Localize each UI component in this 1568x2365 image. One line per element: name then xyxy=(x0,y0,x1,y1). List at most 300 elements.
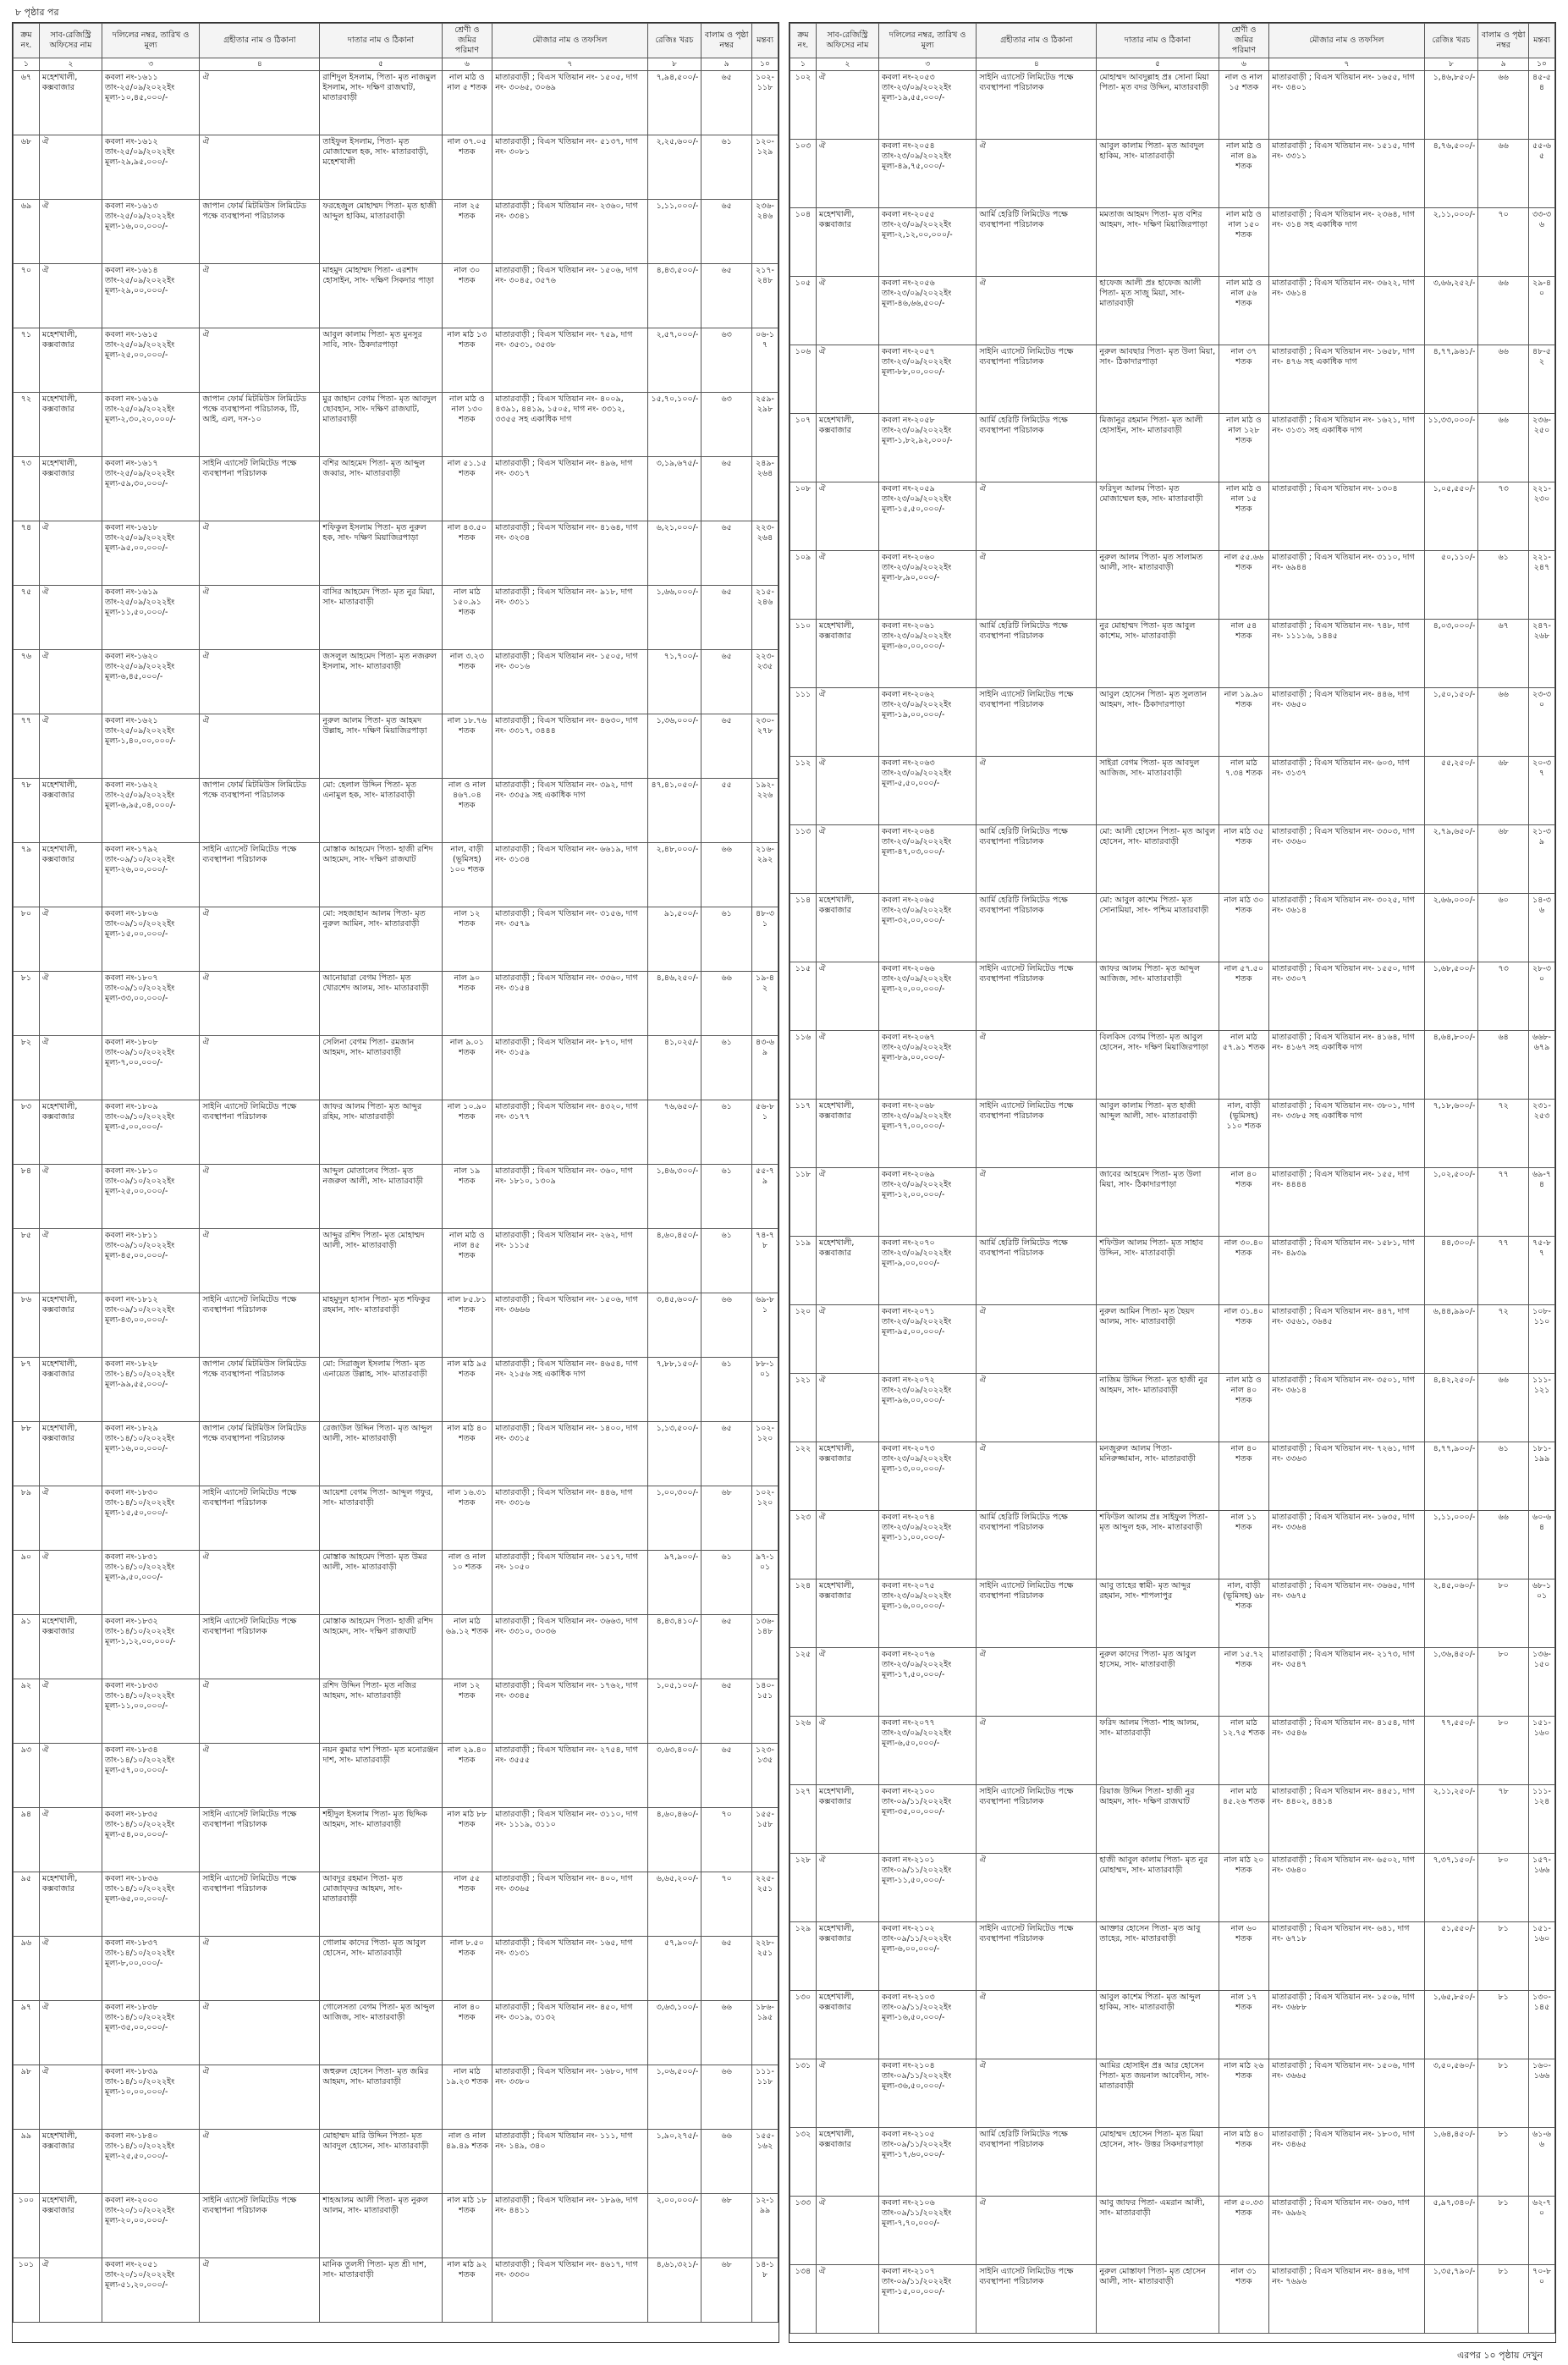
fee-cell: ১,৩৬,৪৫০/- xyxy=(1424,1648,1478,1717)
volume-cell: ৬৩ xyxy=(701,328,752,393)
mouza-cell: মাতারবাড়ী ; বিএস খতিয়ান নং- ১৫৫, দাগ নং- ৪৪৪৪ xyxy=(1269,1168,1424,1237)
office-cell: মহেশখালী, কক্সবাজার xyxy=(816,414,878,482)
grantee-cell: আর্মি হেরিটি লিমিটেড পক্ষে ব্যবস্থাপনা পরিচালক xyxy=(977,825,1097,894)
grantee-cell: সাইনি এ্যাসেট লিমিটেড পক্ষে ব্যবস্থাপনা পরিচালক xyxy=(200,1486,320,1551)
mouza-cell: মাতারবাড়ী ; বিএস খতিয়ান নং- ১৫০৫, দাগ নং- ৩০৬৫, ৩০৬৯ xyxy=(492,71,647,135)
volume-cell: ৮০ xyxy=(1478,1648,1529,1717)
page-cell: ১৪০-১৫১ xyxy=(752,1679,778,1744)
grantee-cell: সাইনি এ্যাসেট লিমিটেড পক্ষে ব্যবস্থাপনা পরিচালক xyxy=(200,843,320,907)
column-number: ১০ xyxy=(1529,58,1555,71)
table-row xyxy=(14,457,778,521)
deed-cell: কবলা নং-১৬২০ তাং-২৫/০৯/২০২২ইং মূল্য-৬,৪৫,০০০/- xyxy=(102,650,200,714)
grantee-cell: ঐ xyxy=(977,757,1097,825)
donor-cell: হাজী আবুল কালাম পিতা- মৃত নুর মোহাম্মদ, সাং- মাতারবাড়ী xyxy=(1097,1854,1219,1922)
volume-cell: ৬১ xyxy=(701,1100,752,1165)
volume-cell: ৬৫ xyxy=(701,264,752,328)
land-cell: নাল মাঠ ২০ শতক xyxy=(1219,1854,1269,1922)
donor-cell: আবুল হোসেন পিতা- মৃত সুলতান আহমদ, সাং- ঠিকাদারপাড়া xyxy=(1097,688,1219,757)
deed-cell: কবলা নং-২০৬৯ তাং-২৩/০৯/২০২২ইং মূল্য-১২,০০,০০০/- xyxy=(879,1168,977,1237)
land-cell: নাল মাঠ ১৩ শতক xyxy=(442,328,492,393)
mouza-cell: মাতারবাড়ী ; বিএস খতিয়ান নং- ১৫০৫, দাগ নং- ৩০১৬ xyxy=(492,650,647,714)
volume-cell: ৬৮ xyxy=(1478,757,1529,825)
serial-cell: ১০৫ xyxy=(790,277,817,345)
page-cell: ৬৯-৭৪ xyxy=(1529,1168,1555,1237)
page-cell: ৭০-৮০ xyxy=(1529,2265,1555,2334)
volume-cell: ৬৬ xyxy=(701,972,752,1036)
donor-cell: হাফেজ আলী প্রঃ হাফেজ আলী পিতা- মৃত সাজু মিয়া, সাং- মাতারবাড়ী xyxy=(1097,277,1219,345)
volume-cell: ৬৫ xyxy=(701,1744,752,1808)
land-cell: নাল ৮.৫০ শতক xyxy=(442,1937,492,2001)
fee-cell: ৪,৭৭,৯৬১/- xyxy=(1424,345,1478,414)
land-cell: নাল ৯০ শতক xyxy=(442,972,492,1036)
serial-cell: ৮৩ xyxy=(14,1100,40,1165)
page-cell: ১৯২-২২৬ xyxy=(752,779,778,843)
mouza-cell: মাতারবাড়ী ; বিএস খতিয়ান নং- ৩৩৬০, দাগ নং- ৩১৫৪ xyxy=(492,972,647,1036)
table-row xyxy=(14,1679,778,1744)
deed-cell: কবলা নং-১৮৩০ তাং-১৪/১০/২০২২ইং মূল্য-১৫,৫০,০০০/- xyxy=(102,1486,200,1551)
page-cell: ২১-৩৯ xyxy=(1529,825,1555,894)
volume-cell: ৬৬ xyxy=(1478,414,1529,482)
column-header: দলিলের নম্বর, তারিখ ও মূল্য xyxy=(879,24,977,58)
serial-cell: ১৩২ xyxy=(790,2128,817,2197)
column-number: ১ xyxy=(14,58,40,71)
deed-cell: কবলা নং-২০৭২ তাং-২৩/০৯/২০২২ইং মূল্য-৯৬,০০,০০০/- xyxy=(879,1374,977,1442)
fee-cell: ২,১১,২৫০/- xyxy=(1424,1785,1478,1854)
land-cell: নাল ৩৭ শতক xyxy=(1219,345,1269,414)
mouza-cell: মাতারবাড়ী ; বিএস খতিয়ান নং- ১৫০৬, দাগ নং- ৩০৪৫, ৩৫৭৬ xyxy=(492,264,647,328)
grantee-cell: ঐ xyxy=(200,714,320,779)
deed-cell: কবলা নং-১৬১৪ তাং-২৫/০৯/২০২২ইং মূল্য-২৯,০০,০০০/- xyxy=(102,264,200,328)
grantee-cell: জাপান ফোর্ম মিটমিউস লিমিটেড পক্ষে ব্যবস্থাপনা পরিচালক xyxy=(200,779,320,843)
volume-cell: ৬৫ xyxy=(701,521,752,586)
fee-cell: ৫০,১১০/- xyxy=(1424,551,1478,620)
column-header: শ্রেণী ও জমির পরিমাণ xyxy=(442,24,492,58)
grantee-cell: ঐ xyxy=(200,907,320,972)
table-row xyxy=(790,894,1555,962)
mouza-cell: মাতারবাড়ী ; বিএস খতিয়ান নং- ১৫০৬, দাগ নং- ৩৬৮৮ xyxy=(1269,1991,1424,2059)
grantee-cell: ঐ xyxy=(977,1648,1097,1717)
page-cell: ১৮১-১৯৯ xyxy=(1529,1442,1555,1511)
mouza-cell: মাতারবাড়ী ; বিএস খতিয়ান নং- ১৬৩৫, দাগ নং- ৩৩৬৪ xyxy=(1269,1511,1424,1579)
serial-cell: ১২৮ xyxy=(790,1854,817,1922)
deed-cell: কবলা নং-১৮১০ তাং-০৯/১০/২০২২ইং মূল্য-২৫,০০,০০০/- xyxy=(102,1165,200,1229)
grantee-cell: ঐ xyxy=(977,2059,1097,2128)
mouza-cell: মাতারবাড়ী ; বিএস খতিয়ান নং- ৪৬৫৪, দাগ নং- ২১৫৬ সহ একাধিক দাগ xyxy=(492,1358,647,1422)
office-cell: ঐ xyxy=(39,1808,102,1872)
donor-cell: আবুল কাশেম পিতা- মৃত আব্দুল হাকিম, সাং- মাতারবাড়ী xyxy=(1097,1991,1219,2059)
deed-cell: কবলা নং-১৮০৬ তাং-০৯/১০/২০২২ইং মূল্য-১৫,০০,০০০/- xyxy=(102,907,200,972)
page-cell: ৬০-৬৪ xyxy=(1529,1511,1555,1579)
table-row xyxy=(14,2258,778,2323)
fee-cell: ৪,৬৪,৮০০/- xyxy=(1424,1031,1478,1100)
land-cell: নাল মাঠ ৩৫ শতক xyxy=(1219,825,1269,894)
serial-cell: ১১৫ xyxy=(790,962,817,1031)
office-cell: মহেশখালী, কক্সবাজার xyxy=(816,1579,878,1648)
grantee-cell: সাইনি এ্যাসেট লিমিটেড পক্ষে ব্যবস্থাপনা পরিচালক xyxy=(200,1808,320,1872)
land-cell: নাল মাঠ ও নাল ৪৯ শতক xyxy=(1219,140,1269,208)
mouza-cell: মাতারবাড়ী ; বিএস খতিয়ান নং- ৩৮০১, দাগ নং- ৩৩৮৫ সহ একাধিক দাগ xyxy=(1269,1100,1424,1168)
serial-cell: ১০৩ xyxy=(790,140,817,208)
deed-cell: কবলা নং-১৮৩৭ তাং-১৪/১০/২০২২ইং মূল্য-৮,০০,০০০/- xyxy=(102,1937,200,2001)
deed-table-left xyxy=(12,22,779,2343)
land-cell: নাল ১২ শতক xyxy=(442,907,492,972)
deed-cell: কবলা নং-১৬১৮ তাং-২৫/০৯/২০২২ইং মূল্য-৯৫,০০,০০০/- xyxy=(102,521,200,586)
table-row xyxy=(790,277,1555,345)
table-row xyxy=(14,1036,778,1100)
grantee-cell: আর্মি হেরিটি লিমিটেড পক্ষে ব্যবস্থাপনা পরিচালক xyxy=(977,208,1097,277)
donor-cell: আবু জাফর পিতা- এমরান আলী, সাং- মাতারবাড়ী xyxy=(1097,2197,1219,2265)
fee-cell: ১,০৬,৫০০/- xyxy=(647,2065,701,2130)
office-cell: মহেশখালী, কক্সবাজার xyxy=(39,843,102,907)
page-cell: ১৫৭-১৬৬ xyxy=(1529,1854,1555,1922)
mouza-cell: মাতারবাড়ী ; বিএস খতিয়ান নং- ২৭৫৪, দাগ নং- ৩৫৫৫ xyxy=(492,1744,647,1808)
land-cell: নাল ও নাল ১০ শতক xyxy=(442,1551,492,1615)
land-cell: নাল ৫৭.৫০ শতক xyxy=(1219,962,1269,1031)
table-row xyxy=(14,393,778,457)
fee-cell: ৩,৫০,৫৬০/- xyxy=(1424,2059,1478,2128)
volume-cell: ৮০ xyxy=(1478,1854,1529,1922)
volume-cell: ৬৬ xyxy=(1478,140,1529,208)
land-cell: নাল ১২ শতক xyxy=(442,1679,492,1744)
serial-cell: ১১৮ xyxy=(790,1168,817,1237)
office-cell: ঐ xyxy=(816,345,878,414)
office-cell: ঐ xyxy=(816,1511,878,1579)
volume-cell: ৮১ xyxy=(1478,2059,1529,2128)
table-row xyxy=(14,1551,778,1615)
donor-cell: জাফর আলম পিতা- মৃত আব্দুল আজিজ, সাং- মাতারবাড়ী xyxy=(1097,962,1219,1031)
fee-cell: ৪,৪৩,৪১০/- xyxy=(647,1615,701,1679)
grantee-cell: সাইনি এ্যাসেট লিমিটেড পক্ষে ব্যবস্থাপনা পরিচালক xyxy=(977,71,1097,140)
grantee-cell: ঐ xyxy=(200,1551,320,1615)
table-row xyxy=(790,2059,1555,2128)
grantee-cell: ঐ xyxy=(200,1229,320,1293)
page-cell: ৪৮-৩১ xyxy=(752,907,778,972)
serial-cell: ৯৬ xyxy=(14,1937,40,2001)
table-row xyxy=(790,2197,1555,2265)
table-row xyxy=(14,1165,778,1229)
serial-cell: ৮৮ xyxy=(14,1422,40,1486)
land-cell: নাল মাঠ ৯৫ শতক xyxy=(442,1358,492,1422)
volume-cell: ৬৬ xyxy=(1478,1374,1529,1442)
donor-cell: বিলকিস বেগম পিতা- মৃত আবুল হোসেন, সাং- দক্ষিণ মিয়াজিরপাড়া xyxy=(1097,1031,1219,1100)
grantee-cell: ঐ xyxy=(200,1036,320,1100)
serial-cell: ১১৯ xyxy=(790,1237,817,1305)
serial-cell: ৮২ xyxy=(14,1036,40,1100)
grantee-cell: ঐ xyxy=(977,277,1097,345)
grantee-cell: ঐ xyxy=(977,482,1097,551)
page-cell: ২২৩-২৬৪ xyxy=(752,521,778,586)
deed-cell: কবলা নং-১৬১২ তাং-২৫/০৯/২০২২ইং মূল্য-২৯,৯৫,০০০/- xyxy=(102,135,200,200)
office-cell: ঐ xyxy=(39,200,102,264)
table-row xyxy=(790,825,1555,894)
grantee-cell: ঐ xyxy=(977,1305,1097,1374)
volume-cell: ৬৬ xyxy=(701,2065,752,2130)
donor-cell: মোস্তাক আহমেদ পিতা- মৃত উমর আলী, সাং- মাতারবাড়ী xyxy=(320,1551,442,1615)
office-cell: ঐ xyxy=(816,1648,878,1717)
serial-cell: ৯৭ xyxy=(14,2001,40,2065)
office-cell: মহেশখালী, কক্সবাজার xyxy=(816,1237,878,1305)
land-cell: নাল মাঠ ও নাল ১৫ শতক xyxy=(1219,482,1269,551)
grantee-cell: ঐ xyxy=(200,2001,320,2065)
volume-cell: ৬১ xyxy=(701,907,752,972)
land-cell: নাল ১০.৯০ শতক xyxy=(442,1100,492,1165)
page-cell: ২১৫-২৪৬ xyxy=(752,586,778,650)
column-number: ৭ xyxy=(492,58,647,71)
serial-cell: ১০০ xyxy=(14,2194,40,2258)
volume-cell: ৬১ xyxy=(701,1551,752,1615)
volume-cell: ৬৬ xyxy=(1478,277,1529,345)
mouza-cell: মাতারবাড়ী ; বিএস খতিয়ান নং- ১৪০০, দাগ নং- ৩৩১৫ xyxy=(492,1422,647,1486)
mouza-cell: মাতারবাড়ী ; বিএস খতিয়ান নং- ৩৫০১, দাগ নং- ৩৬১৪ xyxy=(1269,1374,1424,1442)
mouza-cell: মাতারবাড়ী ; বিএস খতিয়ান নং- ৪০০৯, ৪৩৯১, ৪৪১৯, ১৫০৫, দাগ নং- ৩৩১২, ৩৩৫৫ সহ একাধিক দাগ xyxy=(492,393,647,457)
office-cell: ঐ xyxy=(816,2197,878,2265)
mouza-cell: মাতারবাড়ী ; বিএস খতিয়ান নং- ১৫৮১, দাগ নং- ৪৯৩৯ xyxy=(1269,1237,1424,1305)
fee-cell: ১,৯০,২৭৫/- xyxy=(647,2130,701,2194)
table-row xyxy=(14,2065,778,2130)
column-number: ৬ xyxy=(442,58,492,71)
page-cell: ২৩০-২৭৮ xyxy=(752,714,778,779)
volume-cell: ৬৬ xyxy=(701,2130,752,2194)
fee-cell: ৭,৯৪,৫০০/- xyxy=(647,71,701,135)
donor-cell: আমির হোসাইন প্রঃ আর হোসেন পিতা- মৃত জয়নাল আবেদীন, সাং- মাতারবাড়ী xyxy=(1097,2059,1219,2128)
deed-cell: কবলা নং-১৮৩২ তাং-১৪/১০/২০২২ইং মূল্য-১,১২,০০,০০০/- xyxy=(102,1615,200,1679)
grantee-cell: আর্মি হেরিটি লিমিটেড পক্ষে ব্যবস্থাপনা পরিচালক xyxy=(977,894,1097,962)
volume-cell: ৬৫ xyxy=(701,200,752,264)
fee-cell: ৭,৩৭,১৫০/- xyxy=(1424,1854,1478,1922)
page-cell: ১৮৬-১৯৫ xyxy=(752,2001,778,2065)
grantee-cell: ঐ xyxy=(200,264,320,328)
office-cell: মহেশখালী, কক্সবাজার xyxy=(39,1872,102,1937)
office-cell: মহেশখালী, কক্সবাজার xyxy=(816,1785,878,1854)
donor-cell: মো: আবুল কাশেম পিতা- মৃত সোনামিয়া, সাং- পশ্চিম মাতারবাড়ী xyxy=(1097,894,1219,962)
land-cell: নাল ৫০.৩৩ শতক xyxy=(1219,2197,1269,2265)
land-cell: নাল ৩০.৪০ শতক xyxy=(1219,1237,1269,1305)
fee-cell: ১,৫০,১৫০/- xyxy=(1424,688,1478,757)
page-cell: ২২১-২৩০ xyxy=(1529,482,1555,551)
serial-cell: ৯৯ xyxy=(14,2130,40,2194)
mouza-cell: মাতারবাড়ী ; বিএস খতিয়ান নং- ১৬৫, দাগ নং- ৩১৩১ xyxy=(492,1937,647,2001)
volume-cell: ৮০ xyxy=(1478,1579,1529,1648)
deed-cell: কবলা নং-১৮০৭ তাং-০৯/১০/২০২২ইং মূল্য-৩৩,০০,০০০/- xyxy=(102,972,200,1036)
page-cell: ১২৩-১৩৫ xyxy=(752,1744,778,1808)
fee-cell: ১,৪৬,৮৫০/- xyxy=(1424,71,1478,140)
land-cell: নাল মাঠ ও নাল ১৩০ শতক xyxy=(442,393,492,457)
column-header: মৌজার নাম ও তফসিল xyxy=(492,24,647,58)
column-number-row xyxy=(14,58,778,71)
office-cell: ঐ xyxy=(816,962,878,1031)
table-row xyxy=(790,757,1555,825)
volume-cell: ৬৫ xyxy=(701,1679,752,1744)
mouza-cell: মাতারবাড়ী ; বিএস খতিয়ান নং- ৭২৬১, দাগ নং- ৩৩৬৩ xyxy=(1269,1442,1424,1511)
page-cell: ৬১-৬৬ xyxy=(1529,2128,1555,2197)
land-cell: নাল মাঠ ও নাল ৪০ শতক xyxy=(1219,1374,1269,1442)
serial-cell: ৭৭ xyxy=(14,714,40,779)
volume-cell: ৬৫ xyxy=(701,650,752,714)
mouza-cell: মাতারবাড়ী ; বিএস খতিয়ান নং- ৪৫০, দাগ নং- ৩০১৯, ৩১৩২ xyxy=(492,2001,647,2065)
fee-cell: ৪,৪২,২৫০/- xyxy=(1424,1374,1478,1442)
serial-cell: ৭৫ xyxy=(14,586,40,650)
mouza-cell: মাতারবাড়ী ; বিএস খতিয়ান নং- ১৭৬২, দাগ নং- ৩৩৪৫ xyxy=(492,1679,647,1744)
table-row xyxy=(14,972,778,1036)
fee-cell: ২,৬৬,০০০/- xyxy=(1424,894,1478,962)
land-cell: নাল ৪৩.৫০ শতক xyxy=(442,521,492,586)
table-row xyxy=(14,2130,778,2194)
deed-cell: কবলা নং-২০৫৫ তাং-২৩/০৯/২০২২ইং মূল্য-২,১২,০০,০০০/- xyxy=(879,208,977,277)
fee-cell: ৪,৬০,৪৬০/- xyxy=(647,1808,701,1872)
office-cell: মহেশখালী, কক্সবাজার xyxy=(816,620,878,688)
donor-cell: নুরুল আবছার পিতা- মৃত উলা মিয়া, সাং- ঠিকাদারপাড়া xyxy=(1097,345,1219,414)
deed-cell: কবলা নং-১৬২১ তাং-২৫/০৯/২০২২ইং মূল্য-১,৪০,০০,০০০/- xyxy=(102,714,200,779)
mouza-cell: মাতারবাড়ী ; বিএস খতিয়ান নং- ৩১৫৬, দাগ নং- ৩৫৭৯ xyxy=(492,907,647,972)
deed-cell: কবলা নং-২০৫৪ তাং-২৩/০৯/২০২২ইং মূল্য-৪৯,৭৫,০০০/- xyxy=(879,140,977,208)
serial-cell: ১০১ xyxy=(14,2258,40,2323)
table-row xyxy=(790,1442,1555,1511)
column-number: ১ xyxy=(790,58,817,71)
donor-cell: নুরুল আলম পিতা- মৃত আহমদ উল্লাহ, সাং- দক্ষিণ মিয়াজিরপাড়া xyxy=(320,714,442,779)
donor-cell: নুরুল কাদের পিতা- মৃত আবুল হাসেম, সাং- মাতারবাড়ী xyxy=(1097,1648,1219,1717)
donor-cell: রশিদ উদ্দিন পিতা- মৃত নজির আহমদ, সাং- মাতারবাড়ী xyxy=(320,1679,442,1744)
page-cell: ৪৩-৬৯ xyxy=(752,1036,778,1100)
land-cell: নাল মাঠ ৯২ শতক xyxy=(442,2258,492,2323)
volume-cell: ৬৪ xyxy=(1478,1031,1529,1100)
donor-cell: ফরিদুল আলম পিতা- মৃত মোজাম্মেল হক, সাং- মাতারবাড়ী xyxy=(1097,482,1219,551)
column-header: ক্রম নং. xyxy=(14,24,40,58)
serial-cell: ৮৪ xyxy=(14,1165,40,1229)
deed-cell: কবলা নং-২০৭৩ তাং-২৩/০৯/২০২২ইং মূল্য-১৩,০০,০০০/- xyxy=(879,1442,977,1511)
donor-cell: গোলাম কাদের পিতা- মৃত আবুল হোসেন, সাং- মাতারবাড়ী xyxy=(320,1937,442,2001)
land-cell: নাল মাঠ ৭.৩৪ শতক xyxy=(1219,757,1269,825)
column-number: ৫ xyxy=(320,58,442,71)
left-rows xyxy=(14,71,778,2323)
mouza-cell: মাতারবাড়ী ; বিএস খতিয়ান নং- ১৫১৭, দাগ নং- ১০৫০ xyxy=(492,1551,647,1615)
column-header: মন্তব্য xyxy=(752,24,778,58)
page-cell: ২৪৯-২৬৪ xyxy=(752,457,778,521)
column-header: গ্রহীতার নাম ও ঠিকানা xyxy=(977,24,1097,58)
land-cell: নাল মাঠ ১৯.২৩ শতক xyxy=(442,2065,492,2130)
land-cell: নাল মাঠ ৪৫.২৬ শতক xyxy=(1219,1785,1269,1854)
column-number: ২ xyxy=(816,58,878,71)
donor-cell: আবুল কালাম পিতা- মৃত হাজী আব্দুল আলী, সাং- মাতারবাড়ী xyxy=(1097,1100,1219,1168)
deed-cell: কবলা নং-২০৭০ তাং-২৩/০৯/২০২২ইং মূল্য-৯,০০,০০০/- xyxy=(879,1237,977,1305)
fee-cell: ৭৬,৬৫০/- xyxy=(647,1100,701,1165)
land-cell: নাল ৫৫.৬৬ শতক xyxy=(1219,551,1269,620)
donor-cell: শফিউল আলম প্রঃ সাইফুল পিতা- মৃত আব্দুল হক, সাং- মাতারবাড়ী xyxy=(1097,1511,1219,1579)
serial-cell: ১২৭ xyxy=(790,1785,817,1854)
office-cell: ঐ xyxy=(816,1031,878,1100)
deed-cell: কবলা নং-১৮২৯ তাং-১৪/১০/২০২২ইং মূল্য-১৬,০০,০০০/- xyxy=(102,1422,200,1486)
office-cell: ঐ xyxy=(816,825,878,894)
land-cell: নাল মাঠ ও নাল ৫৬ শতক xyxy=(1219,277,1269,345)
deed-cell: কবলা নং-১৭৯২ তাং-০৯/১০/২০২২ইং মূল্য-২৬,০০,০০০/- xyxy=(102,843,200,907)
land-cell: নাল ও নাল ৪৬৭.০৪ শতক xyxy=(442,779,492,843)
volume-cell: ৭২ xyxy=(1478,1305,1529,1374)
office-cell: মহেশখালী, কক্সবাজার xyxy=(39,328,102,393)
page-cell: ১৫৫-১৫৮ xyxy=(752,1808,778,1872)
serial-cell: ৭১ xyxy=(14,328,40,393)
mouza-cell: মাতারবাড়ী ; বিএস খতিয়ান নং- ৬৪১, দাগ নং- ৬৭১৮ xyxy=(1269,1922,1424,1991)
volume-cell: ৬৬ xyxy=(1478,688,1529,757)
page-cell: ৫৫-৬৫ xyxy=(1529,140,1555,208)
volume-cell: ৭৩ xyxy=(1478,482,1529,551)
page-cell: ১৫১-১৬০ xyxy=(1529,1717,1555,1785)
deed-cell: কবলা নং-২০৭৪ তাং-২৩/০৯/২০২২ইং মূল্য-১১,০০,০০০/- xyxy=(879,1511,977,1579)
volume-cell: ৬৬ xyxy=(701,2001,752,2065)
deed-cell: কবলা নং-২১০৭ তাং-০৯/১১/২০২২ইং মূল্য-১৫,০০,০০০/- xyxy=(879,2265,977,2334)
serial-cell: ৮৬ xyxy=(14,1293,40,1358)
page-cell: ১৪-১৮ xyxy=(752,2258,778,2323)
deed-cell: কবলা নং-২০৭৫ তাং-২৩/০৯/২০২২ইং মূল্য-১৬,০০,০০০/- xyxy=(879,1579,977,1648)
land-cell: নাল ও নাল ৪৯.৪৯ শতক xyxy=(442,2130,492,2194)
office-cell: মহেশখালী, কক্সবাজার xyxy=(816,1991,878,2059)
page-cell: ৩৩-৩৬ xyxy=(1529,208,1555,277)
fee-cell: ১,০৫,৫৫০/- xyxy=(1424,482,1478,551)
grantee-cell: ঐ xyxy=(200,1679,320,1744)
mouza-cell: মাতারবাড়ী ; বিএস খতিয়ান নং- ৪১৫৪, দাগ নং- ৩৫৪৬ xyxy=(1269,1717,1424,1785)
fee-cell: ৩,৬৩,১০০/- xyxy=(647,2001,701,2065)
fee-cell: ৭,৮৮,১৫০/- xyxy=(647,1358,701,1422)
mouza-cell: মাতারবাড়ী ; বিএস খতিয়ান নং- ৪৪৬, দাগ নং- ৩৬৫০ xyxy=(1269,688,1424,757)
fee-cell: ৪,৬০,৪৫০/- xyxy=(647,1229,701,1293)
fee-cell: ৫৭,৯০০/- xyxy=(647,1937,701,2001)
grantee-cell: আর্মি হেরিটি লিমিটেড পক্ষে ব্যবস্থাপনা পরিচালক xyxy=(977,2128,1097,2197)
volume-cell: ৬৮ xyxy=(701,2258,752,2323)
donor-cell: রেজাউল উদ্দিন পিতা- মৃত আব্দুল আলী, সাং- মাতারবাড়ী xyxy=(320,1422,442,1486)
fee-cell: ১,৪৬,৩০০/- xyxy=(647,1165,701,1229)
table-row xyxy=(14,1229,778,1293)
deed-cell: কবলা নং-২০৬৮ তাং-২৩/০৯/২০২২ইং মূল্য-৭৭,০০,০০০/- xyxy=(879,1100,977,1168)
mouza-cell: মাতারবাড়ী ; বিএস খতিয়ান নং- ২৩৬৪, দাগ নং- ৩১৪ সহ একাধিক দাগ xyxy=(1269,208,1424,277)
serial-cell: ১২৩ xyxy=(790,1511,817,1579)
deed-cell: কবলা নং-২১০১ তাং-০৯/১১/২০২২ইং মূল্য-১১,৫০,০০০/- xyxy=(879,1854,977,1922)
column-number: ৮ xyxy=(647,58,701,71)
office-cell: ঐ xyxy=(39,1165,102,1229)
serial-cell: ৯১ xyxy=(14,1615,40,1679)
volume-cell: ৭০ xyxy=(1478,208,1529,277)
table-row xyxy=(790,2128,1555,2197)
page-cell: ২৩৬-২৫০ xyxy=(1529,414,1555,482)
fee-cell: ৪,৭৬,৫০০/- xyxy=(1424,140,1478,208)
fee-cell: ১,১১,০০০/- xyxy=(1424,1511,1478,1579)
donor-cell: মিজানুর রহমান পিতা- মৃত আলী হোসাইন, সাং- মাতারবাড়ী xyxy=(1097,414,1219,482)
mouza-cell: মাতারবাড়ী ; বিএস খতিয়ান নং- ২৬২, দাগ নং- ১১১৫ xyxy=(492,1229,647,1293)
deed-cell: কবলা নং-২০৭৬ তাং-২৩/০৯/২০২২ইং মূল্য-১৭,৫০,০০০/- xyxy=(879,1648,977,1717)
page-cell: ৪৫-৫৪ xyxy=(1529,71,1555,140)
grantee-cell: ঐ xyxy=(200,2130,320,2194)
office-cell: মহেশখালী, কক্সবাজার xyxy=(39,1422,102,1486)
serial-cell: ১২৫ xyxy=(790,1648,817,1717)
page-cell: ১২০-১২৯ xyxy=(752,135,778,200)
donor-cell: মোহাম্মদ আবদুল্লাহ প্রঃ সোনা মিয়া পিতা- মৃত বদর উদ্দিন, মাতারবাড়ী xyxy=(1097,71,1219,140)
deed-table xyxy=(13,23,778,2323)
deed-cell: কবলা নং-২০৫৩ তাং-২৩/০৯/২০২২ইং মূল্য-১৯,৫৫,০০০/- xyxy=(879,71,977,140)
volume-cell: ৮১ xyxy=(1478,1991,1529,2059)
volume-cell: ৭৮ xyxy=(1478,1785,1529,1854)
table-row xyxy=(14,586,778,650)
office-cell: ঐ xyxy=(816,551,878,620)
table-row xyxy=(790,962,1555,1031)
fee-cell: ২,৫৭,০০০/- xyxy=(647,328,701,393)
deed-cell: কবলা নং-২০৬৭ তাং-২৩/০৯/২০২২ইং মূল্য-৮৯,০০,০০০/- xyxy=(879,1031,977,1100)
office-cell: মহেশখালী, কক্সবাজার xyxy=(39,1358,102,1422)
donor-cell: শহীদুল ইসলাম পিতা- মৃত ছিদ্দিক আহমদ, সাং- মাতারবাড়ী xyxy=(320,1808,442,1872)
fee-cell: ৩,৪৫,৬০০/- xyxy=(647,1293,701,1358)
page-cell: ৬২-৭০ xyxy=(1529,2197,1555,2265)
land-cell: নাল ২৫ শতক xyxy=(442,200,492,264)
grantee-cell: জাপান ফোর্ম মিটমিউস লিমিটেড পক্ষে ব্যবস্থাপনা পরিচালক, টি, আই, এল, দস-১০ xyxy=(200,393,320,457)
page-cell: ২৩-৩০ xyxy=(1529,688,1555,757)
page-cell: ১০৮-১১০ xyxy=(1529,1305,1555,1374)
donor-cell: জাফর আলম পিতা- মৃত আব্দুর রহিম, সাং- মাতারবাড়ী xyxy=(320,1100,442,1165)
